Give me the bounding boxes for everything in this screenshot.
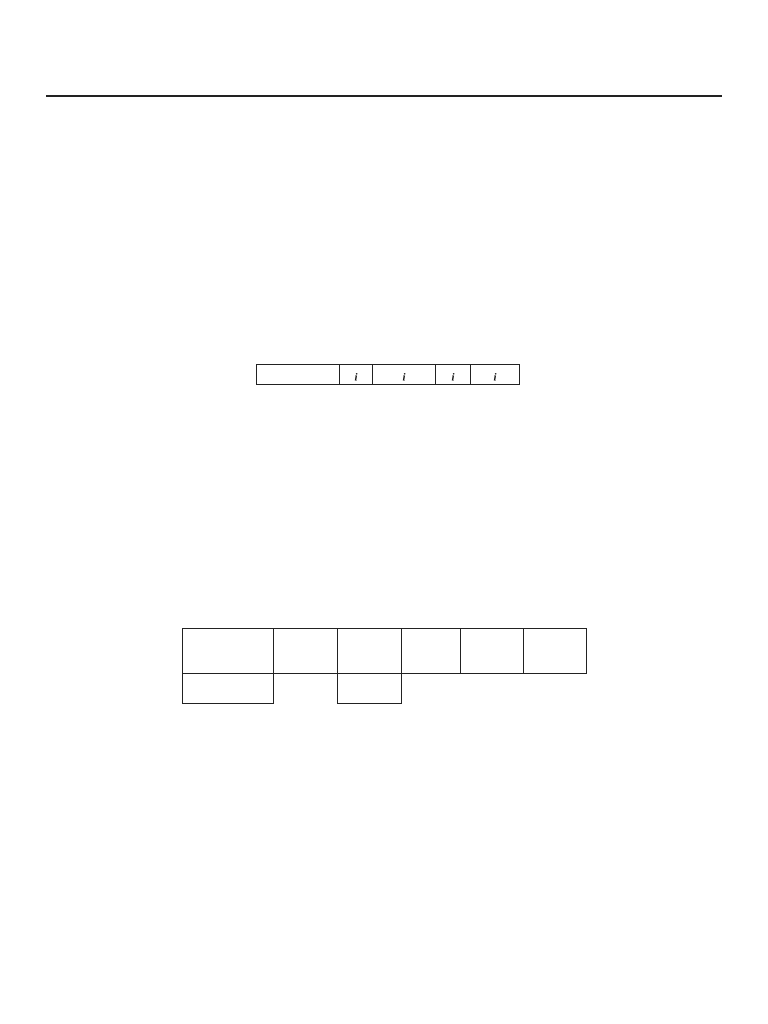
chol-col-x	[274, 629, 338, 674]
chol-col-H	[524, 629, 587, 674]
weight-col-h: i	[373, 365, 436, 385]
q1-items	[70, 223, 722, 241]
q3-item-c	[63, 907, 743, 928]
chol-col-colesterol	[183, 629, 274, 674]
q3-item-a	[63, 865, 743, 886]
weight-table	[256, 364, 520, 385]
cholesterol-table-header	[183, 629, 587, 674]
weight-table-header	[257, 365, 520, 385]
title-rule	[46, 95, 722, 97]
q2-item-b	[70, 508, 722, 526]
chol-col-F	[402, 629, 461, 674]
q2-item-a	[70, 490, 722, 508]
q2-item-c	[70, 526, 722, 544]
q1-item-a	[70, 223, 722, 241]
weight-col-F: i	[436, 365, 471, 385]
chol-col-f	[338, 629, 402, 674]
cholesterol-table	[182, 628, 587, 704]
weight-col-H: i	[471, 365, 520, 385]
q3-item-d	[63, 928, 743, 949]
q3-item-b	[63, 886, 743, 907]
weight-col-f: i	[340, 365, 373, 385]
q3-items	[63, 865, 743, 949]
chol-total-value	[338, 674, 402, 704]
weight-col-peso	[257, 365, 340, 385]
q2-items	[70, 490, 722, 544]
chol-total-label	[183, 674, 274, 704]
cholesterol-total-row	[183, 674, 587, 704]
chol-col-h	[461, 629, 524, 674]
